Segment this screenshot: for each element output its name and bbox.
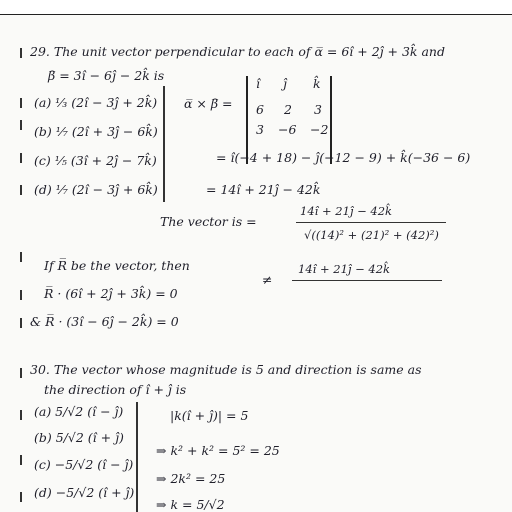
margin-tick: [20, 455, 22, 465]
margin-tick: [20, 290, 22, 300]
struck-fraction-bar: [292, 280, 442, 281]
expansion-step: = î(−4 + 18) − ĵ(−12 − 9) + k̂(−36 − 6): [216, 150, 471, 165]
fraction-bar: [296, 222, 446, 223]
q29-option-b: (b) ⅐ (2î + 3ĵ − 6k̂): [34, 124, 158, 139]
cross-product-label: α̅ × β̅ =: [184, 96, 233, 111]
det-cell: −2: [310, 122, 329, 137]
q30-option-c: (c) −5/√2 (î − ĵ): [34, 457, 134, 472]
unit-vector-numerator: 14î + 21ĵ − 42k̂: [300, 204, 393, 218]
q29-stem-line1: 29. The unit vector perpendicular to each of α̅ = 6î + 2ĵ + 3k̂ and: [30, 44, 445, 59]
q29-stem-line2: β̅ = 3î − 6ĵ − 2k̂ is: [48, 68, 165, 83]
if-r-vector-line: If R̅ be the vector, then: [44, 258, 190, 273]
q30-options-divider: [136, 402, 138, 512]
unit-vector-denominator: √((14)² + (21)² + (42)²): [304, 228, 439, 242]
q29-option-d: (d) ⅐ (2î − 3ĵ + 6k̂): [34, 182, 158, 197]
det-cell: k̂: [313, 76, 321, 91]
det-cell: ĵ: [283, 76, 287, 91]
dot-product-eq2: & R̅ · (3î − 6ĵ − 2k̂) = 0: [30, 314, 179, 329]
q30-option-b: (b) 5/√2 (î + ĵ): [34, 430, 124, 445]
margin-tick: [20, 368, 22, 378]
vector-is-label: The vector is =: [160, 214, 257, 229]
margin-tick: [20, 185, 22, 195]
q29-option-a: (a) ⅓ (2î − 3ĵ + 2k̂): [34, 95, 158, 110]
margin-tick: [20, 98, 22, 108]
dot-product-eq1: R̅ · (6î + 2ĵ + 3k̂) = 0: [44, 286, 178, 301]
margin-tick: [20, 252, 22, 262]
result-step: = 14î + 21ĵ − 42k̂: [206, 182, 321, 197]
det-cell: −6: [278, 122, 297, 137]
det-cell: î: [256, 76, 260, 91]
margin-tick: [20, 492, 22, 502]
options-divider: [163, 86, 165, 202]
q30-option-d: (d) −5/√2 (î + ĵ): [34, 485, 135, 500]
det-cell: 3: [314, 102, 322, 117]
margin-tick: [20, 48, 22, 58]
struck-out-expression: 14î + 21ĵ − 42k̂: [298, 262, 391, 276]
q30-stem-line2: the direction of î + ĵ is: [44, 382, 187, 397]
q30-work-line: ⇒ k² + k² = 5² = 25: [156, 443, 280, 458]
det-cell: 6: [256, 102, 264, 117]
det-cell: 3: [256, 122, 264, 137]
not-equal-sign: ≠: [262, 272, 273, 287]
det-cell: 2: [284, 102, 292, 117]
q30-work-line: |k(î + ĵ)| = 5: [170, 408, 249, 423]
margin-tick: [20, 410, 22, 420]
margin-tick: [20, 153, 22, 163]
q29-option-c: (c) ⅕ (3î + 2ĵ − 7k̂): [34, 153, 157, 168]
page-top-edge: [0, 0, 512, 15]
q30-option-a: (a) 5/√2 (î − ĵ): [34, 404, 124, 419]
q30-work-line: ⇒ 2k² = 25: [156, 471, 226, 486]
margin-tick: [20, 318, 22, 328]
q30-stem-line1: 30. The vector whose magnitude is 5 and direction is same as: [30, 362, 422, 377]
margin-tick: [20, 120, 22, 130]
q30-work-line: ⇒ k = 5/√2: [156, 497, 225, 512]
